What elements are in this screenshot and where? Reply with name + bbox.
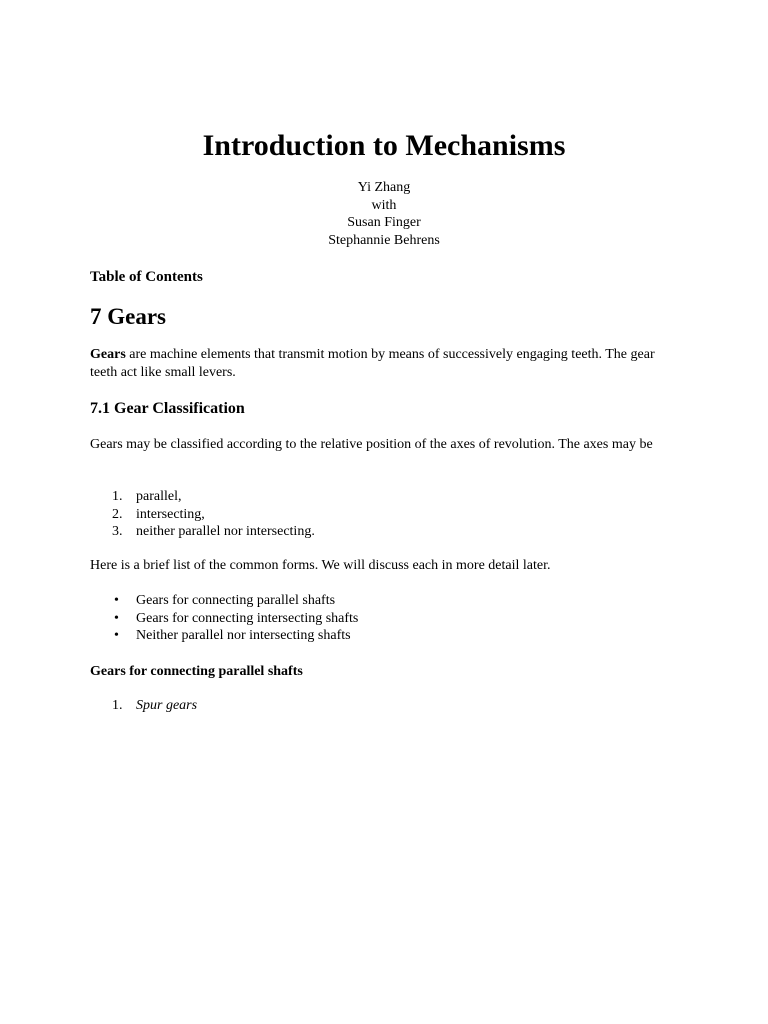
chapter-heading: 7 Gears — [90, 304, 167, 329]
list-item — [90, 627, 680, 645]
list-item-text: neither parallel nor intersecting. — [136, 524, 315, 539]
intro-bold-term: Gears — [90, 347, 126, 362]
list-item — [90, 697, 680, 715]
list-item — [90, 592, 680, 610]
forms-link[interactable]: Gears for connecting parallel shafts — [136, 593, 336, 608]
list-item — [90, 523, 680, 541]
list-item — [90, 488, 680, 506]
section-heading: 7.1 Gear Classification — [90, 400, 245, 417]
list-item-text: Spur gears — [136, 698, 198, 713]
classification-paragraph: Gears may be classified according to the relative position of the axes of revolution. The axes may be — [90, 437, 653, 452]
forms-link[interactable]: Neither parallel nor intersecting shafts — [136, 628, 351, 643]
bullet-icon: • — [114, 610, 119, 626]
author-line: Yi Zhang — [357, 180, 411, 195]
author-block — [0, 179, 768, 249]
list-item-text: parallel, — [136, 489, 182, 504]
forms-link[interactable]: Gears for connecting intersecting shafts — [136, 610, 359, 626]
forms-paragraph: Here is a brief list of the common forms. We will discuss each in more detail later. — [90, 558, 551, 573]
bullet-icon: • — [114, 628, 119, 643]
list-item — [90, 610, 680, 628]
list-marker: 1. — [112, 489, 123, 504]
list-marker: 3. — [112, 524, 123, 539]
list-marker: 2. — [112, 506, 123, 522]
document-title: Introduction to Mechanisms — [202, 129, 566, 162]
list-marker: 1. — [112, 698, 123, 713]
axes-list — [90, 488, 680, 541]
table-of-contents-link[interactable]: Table of Contents — [90, 269, 203, 285]
list-item-text: intersecting, — [136, 506, 205, 522]
parallel-gears-list — [90, 697, 680, 715]
intro-paragraph — [90, 346, 680, 381]
forms-list — [90, 592, 680, 645]
list-item — [90, 506, 680, 524]
parallel-shafts-subheading: Gears for connecting parallel shafts — [90, 664, 303, 679]
author-line: Susan Finger — [347, 215, 421, 230]
author-line: Stephannie Behrens — [328, 232, 440, 248]
bullet-icon: • — [114, 593, 119, 608]
author-line: with — [371, 197, 397, 213]
intro-text: are machine elements that transmit motion by means of successively engaging teeth. The gear teeth act like small levers. — [90, 347, 655, 380]
